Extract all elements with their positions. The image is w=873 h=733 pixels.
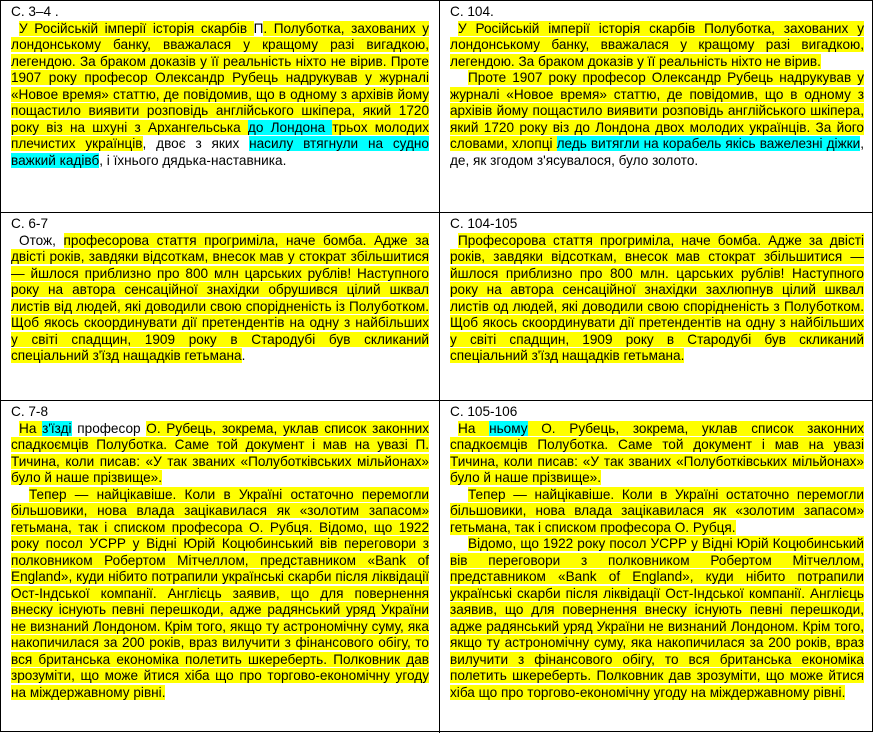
page-reference: С. 3–4 . [11,4,59,19]
highlight-yellow-text: Тепер — найцікавіше. Коли в Україні остаточно перемогли більшовики, нова влада зацікавилася як «золотим запасом» гетьмана, так і списком професора О. Рубця. [450,486,864,535]
highlight-yellow-text: Відомо, що 1922 року посол УСРР у Відні Юрій Коцюбинський вів переговори з полковником Робертом Мітчеллом, представником «Bank of England», куди нібито потрапили українські скарби після ліквідації Ост-Індської компанії. Англієць заявив, що для повернення внеску існують певні перешкоди, адже радянський уряд України не визнаний Лондоном. Крім того, якщо ту астрономічну суму, яка накопичилася за 200 років, враз вилучити з фінансового обігу, то вся британська економіка полетить шкереберть. Полковник дав зрозуміти, що може йтися хіба що про торгово-економічну угоду на міждержавному рівні. [450,536,864,700]
cell-text [450,21,864,170]
highlight-yellow-text: У Російській імперії історія скарбів [19,20,254,36]
plain-text: Отож, [19,232,64,248]
highlight-yellow-text: . Полуботка, захованих у лондонському банку, вважалася у кращому разі вигадкою, легендою. За браком доказів у її реальність ніхто не вірив. Проте 1907 року професор Олександр Рубець надрукував у журналі «Новое время» статтю, де повідомив, що в одному з архівів йому пощастило виявити розповідь англійського шкіпера, який 1720 року віз на шхуні з Архангельська [11,20,429,135]
page-reference: С. 104. [450,4,494,19]
highlight-cyan-text: ньому [489,420,528,436]
highlight-cyan-text: з'їзді [42,420,72,436]
cell-row2-left [1,213,439,400]
cell-row3-left [1,401,439,733]
highlight-yellow-text: На [19,420,43,436]
cell-text [450,233,864,365]
highlight-cyan-text: до Лондона [247,119,333,135]
cell-text [11,233,429,365]
highlight-yellow-text: О. Рубець, зокрема, уклав список законних спадкоємців Полуботка. Саме той документ і мав на увазі П. Тичина, коли писав: «У так званих «Полуботківських мільйонах» було й наше прізвище». [11,420,430,485]
plain-text: П [253,20,264,36]
paragraph [11,21,429,170]
paragraph [450,70,864,169]
paragraph [450,233,864,365]
highlight-cyan-text: ледь витягли на корабель якісь важелезні діжки [556,136,861,151]
paragraph [450,21,864,71]
plain-text: , двоє з яких [142,136,250,151]
plain-text: , і їхнього дядька-наставника. [99,152,287,168]
cell-row1-left [1,1,439,212]
page-reference: С. 105-106 [450,404,518,419]
highlight-cyan-text: насилу втягнули на судно важкий кадівб [11,136,429,168]
plain-text: , де, як згодом з'ясувалося, було золото. [450,136,864,168]
cell-row3-right [440,401,873,733]
cell-row1-right [440,1,873,212]
paragraph [450,487,864,537]
paragraph [450,536,864,701]
paragraph [11,487,429,702]
page-reference: С. 7-8 [11,404,49,419]
plain-text: професор [71,420,147,436]
highlight-yellow-text: На [458,420,490,436]
highlight-yellow-text: Тепер — найцікавіше. Коли в Україні остаточно перемогли більшовики, нова влада зацікавилася як «золотим запасом» гетьмана, так і списком професора О. Рубця. Відомо, що 1922 року посол УСРР у Відні Юрій Коцюбинський вів переговори з полковником Робертом Мітчеллом, представником «Bank of England», куди нібито потрапили українські скарби після ліквідації Ост-Індської компанії. Англієць заявив, що для повернення внеску існують певні перешкоди, адже радянський уряд України не визнаний Лондоном. Крім того, якщо ту астрономічну суму, яка накопичилася за 200 років, враз вилучити з фінансового обігу, то вся британська економіка полетить шкереберть. Полковник дав зрозуміти, що може йтися хіба що про торгово-економічну угоду на міждержавному рівні. [11,486,429,700]
highlight-yellow-text: Проте 1907 року професор Олександр Рубець надрукував у журналі «Новое время» статтю, де повідомив, що в одному з архівів йому пощастило виявити розповідь англійського шкіпера, який 1720 року віз до Лондона двох молодих українців. За його словами, хлопці [450,70,864,151]
page-reference: С. 104-105 [450,216,518,231]
paragraph [450,421,864,487]
cell-text [11,21,429,170]
cell-row2-right [440,213,873,400]
highlight-yellow-text: Професорова стаття прогриміла, наче бомба. Адже за двісті років, завдяки відсоткам, внесок мав стократ збільшитися — йшлося приблизно про 800 млн. царських рублів! Наступного року на автора сенсаційної знахідки захлюпнув цілий шквал листів од людей, які доводили свою спорідненість з Полуботком. Щоб якось скоординувати дії претендентів на одну з найбільших у світі спадщин, 1909 року в Стародубі був скликаний спеціальний з'їзд нащадків гетьмана. [450,232,864,363]
plain-text: . [241,348,246,363]
cell-text [11,421,429,702]
page-reference: С. 6-7 [11,216,49,231]
highlight-yellow-text: професорова стаття прогриміла, наче бомба. Адже за двісті років, завдяки відсоткам, внесок мав у стократ збільшитися — йшлося приблизно про 800 млн царських рублів! Наступного року на автора сенсаційної знахідки обрушився цілий шквал листів від людей, які доводили свою спорідненість із Полуботком. Щоб якось скоординувати дії претендентів на одну з найбільших у світі спадщин, 1909 року в Стародубі був скликаний спеціальний з'їзд нащадків гетьмана [11,232,429,363]
highlight-yellow-text: У Російській імперії історія скарбів Полуботка, захованих у лондонському банку, вважалася у кращому разі вигадкою, легендою. За браком доказів у її реальність ніхто не вірив. [450,20,864,69]
paragraph [11,421,429,487]
highlight-yellow-text: трьох молодих плечистих українців [11,119,430,151]
highlight-yellow-text: О. Рубець, зокрема, уклав список законних спадкоємців Полуботка. Саме той документ і мав на увазі Тичина, коли писав: «У так званих «Полуботківських мільйонах» було й наше прізвище». [450,420,864,485]
cell-text [450,421,864,702]
paragraph [11,233,429,365]
